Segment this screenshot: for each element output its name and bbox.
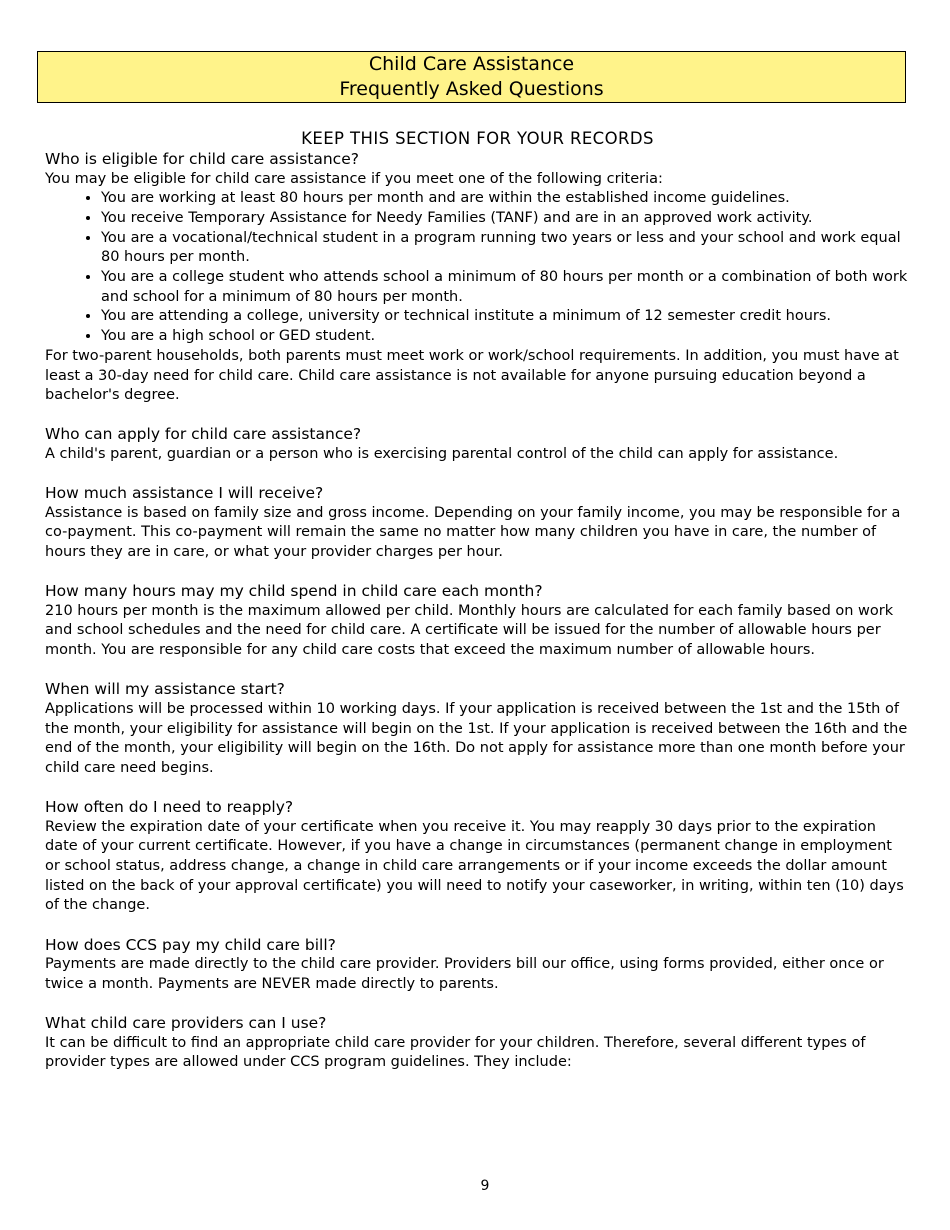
eligibility-criteria-list	[45, 189, 910, 347]
faq-answer: It can be difficult to find an appropriate child care provider for your children. Therefore, several different types of provider types are allowed under CCS program guidelines. They include:	[45, 1034, 866, 1071]
criteria-item: • You receive Temporary Assistance for Needy Families (TANF) and are in an approved work activity.	[101, 209, 910, 229]
faq-question: When will my assistance start?	[45, 680, 285, 699]
criteria-item: • You are a high school or GED student.	[101, 327, 910, 347]
faq-answer: 210 hours per month is the maximum allowed per child. Monthly hours are calculated for each family based on work and school schedules and the need for child care. A certificate will be issued for the number of allowable hours per month. You are responsible for any child care costs that exceed the maximum number of allowable hours.	[45, 602, 894, 659]
title-banner	[37, 51, 906, 103]
faq-question: How much assistance I will receive?	[45, 484, 324, 503]
eligibility-question: Who is eligible for child care assistance?	[45, 150, 359, 168]
page-number: 9	[480, 1178, 490, 1194]
faq-question: How many hours may my child spend in child care each month?	[45, 582, 543, 601]
faq-answer: Applications will be processed within 10 working days. If your application is received between the 1st and the 15th of the month, your eligibility for assistance will begin on the 1st. If your application is received between the 16th and the end of the month, your eligibility will begin on the 16th. Do not apply for assistance more than one month before your child care need begins.	[45, 700, 908, 776]
faq-answer: Assistance is based on family size and gross income. Depending on your family income, you may be responsible for a co-payment. This co-payment will remain the same no matter how many children you have in care, the number of hours they are in care, or what your provider charges per hour.	[45, 504, 901, 561]
faq-question: What child care providers can I use?	[45, 1014, 327, 1033]
eligibility-intro: You may be eligible for child care assistance if you meet one of the following criteria:	[45, 170, 663, 187]
faq-answer: Review the expiration date of your certificate when you receive it. You may reapply 30 days prior to the expiration date of your current certificate. However, if you have a change in circumstances (permanent change in employment or school status, address change, a change in child care arrangements or if your income exceeds the dollar amount listed on the back of your approval certificate) you will need to notify your caseworker, in writing, within ten (10) days of the change.	[45, 818, 904, 914]
records-note: KEEP THIS SECTION FOR YOUR RECORDS	[301, 129, 654, 148]
faq-answer: Payments are made directly to the child care provider. Providers bill our office, using forms provided, either once or twice a month. Payments are NEVER made directly to parents.	[45, 956, 884, 992]
title-line-2: Frequently Asked Questions	[339, 78, 604, 100]
criteria-item: • You are a vocational/technical student in a program running two years or less and your school and work equal 80 hours per month.	[101, 229, 910, 268]
criteria-item: • You are working at least 80 hours per month and are within the established income guidelines.	[101, 189, 910, 209]
criteria-item: • You are a college student who attends school a minimum of 80 hours per month or a combination of both work and school for a minimum of 80 hours per month.	[101, 268, 910, 307]
faq-answer: A child's parent, guardian or a person who is exercising parental control of the child can apply for assistance.	[45, 445, 839, 462]
faq-content	[45, 128, 910, 1073]
faq-question: How does CCS pay my child care bill?	[45, 935, 336, 954]
criteria-item: • You are attending a college, university or technical institute a minimum of 12 semester credit hours.	[101, 307, 910, 327]
faq-question: Who can apply for child care assistance?	[45, 425, 362, 444]
faq-question: How often do I need to reapply?	[45, 798, 294, 817]
title-line-1: Child Care Assistance	[368, 53, 575, 75]
eligibility-note: For two-parent households, both parents must meet work or work/school requirements. In addition, you must have at least a 30-day need for child care. Child care assistance is not available for anyone pursuing education beyond a bachelor's degree.	[45, 347, 899, 404]
